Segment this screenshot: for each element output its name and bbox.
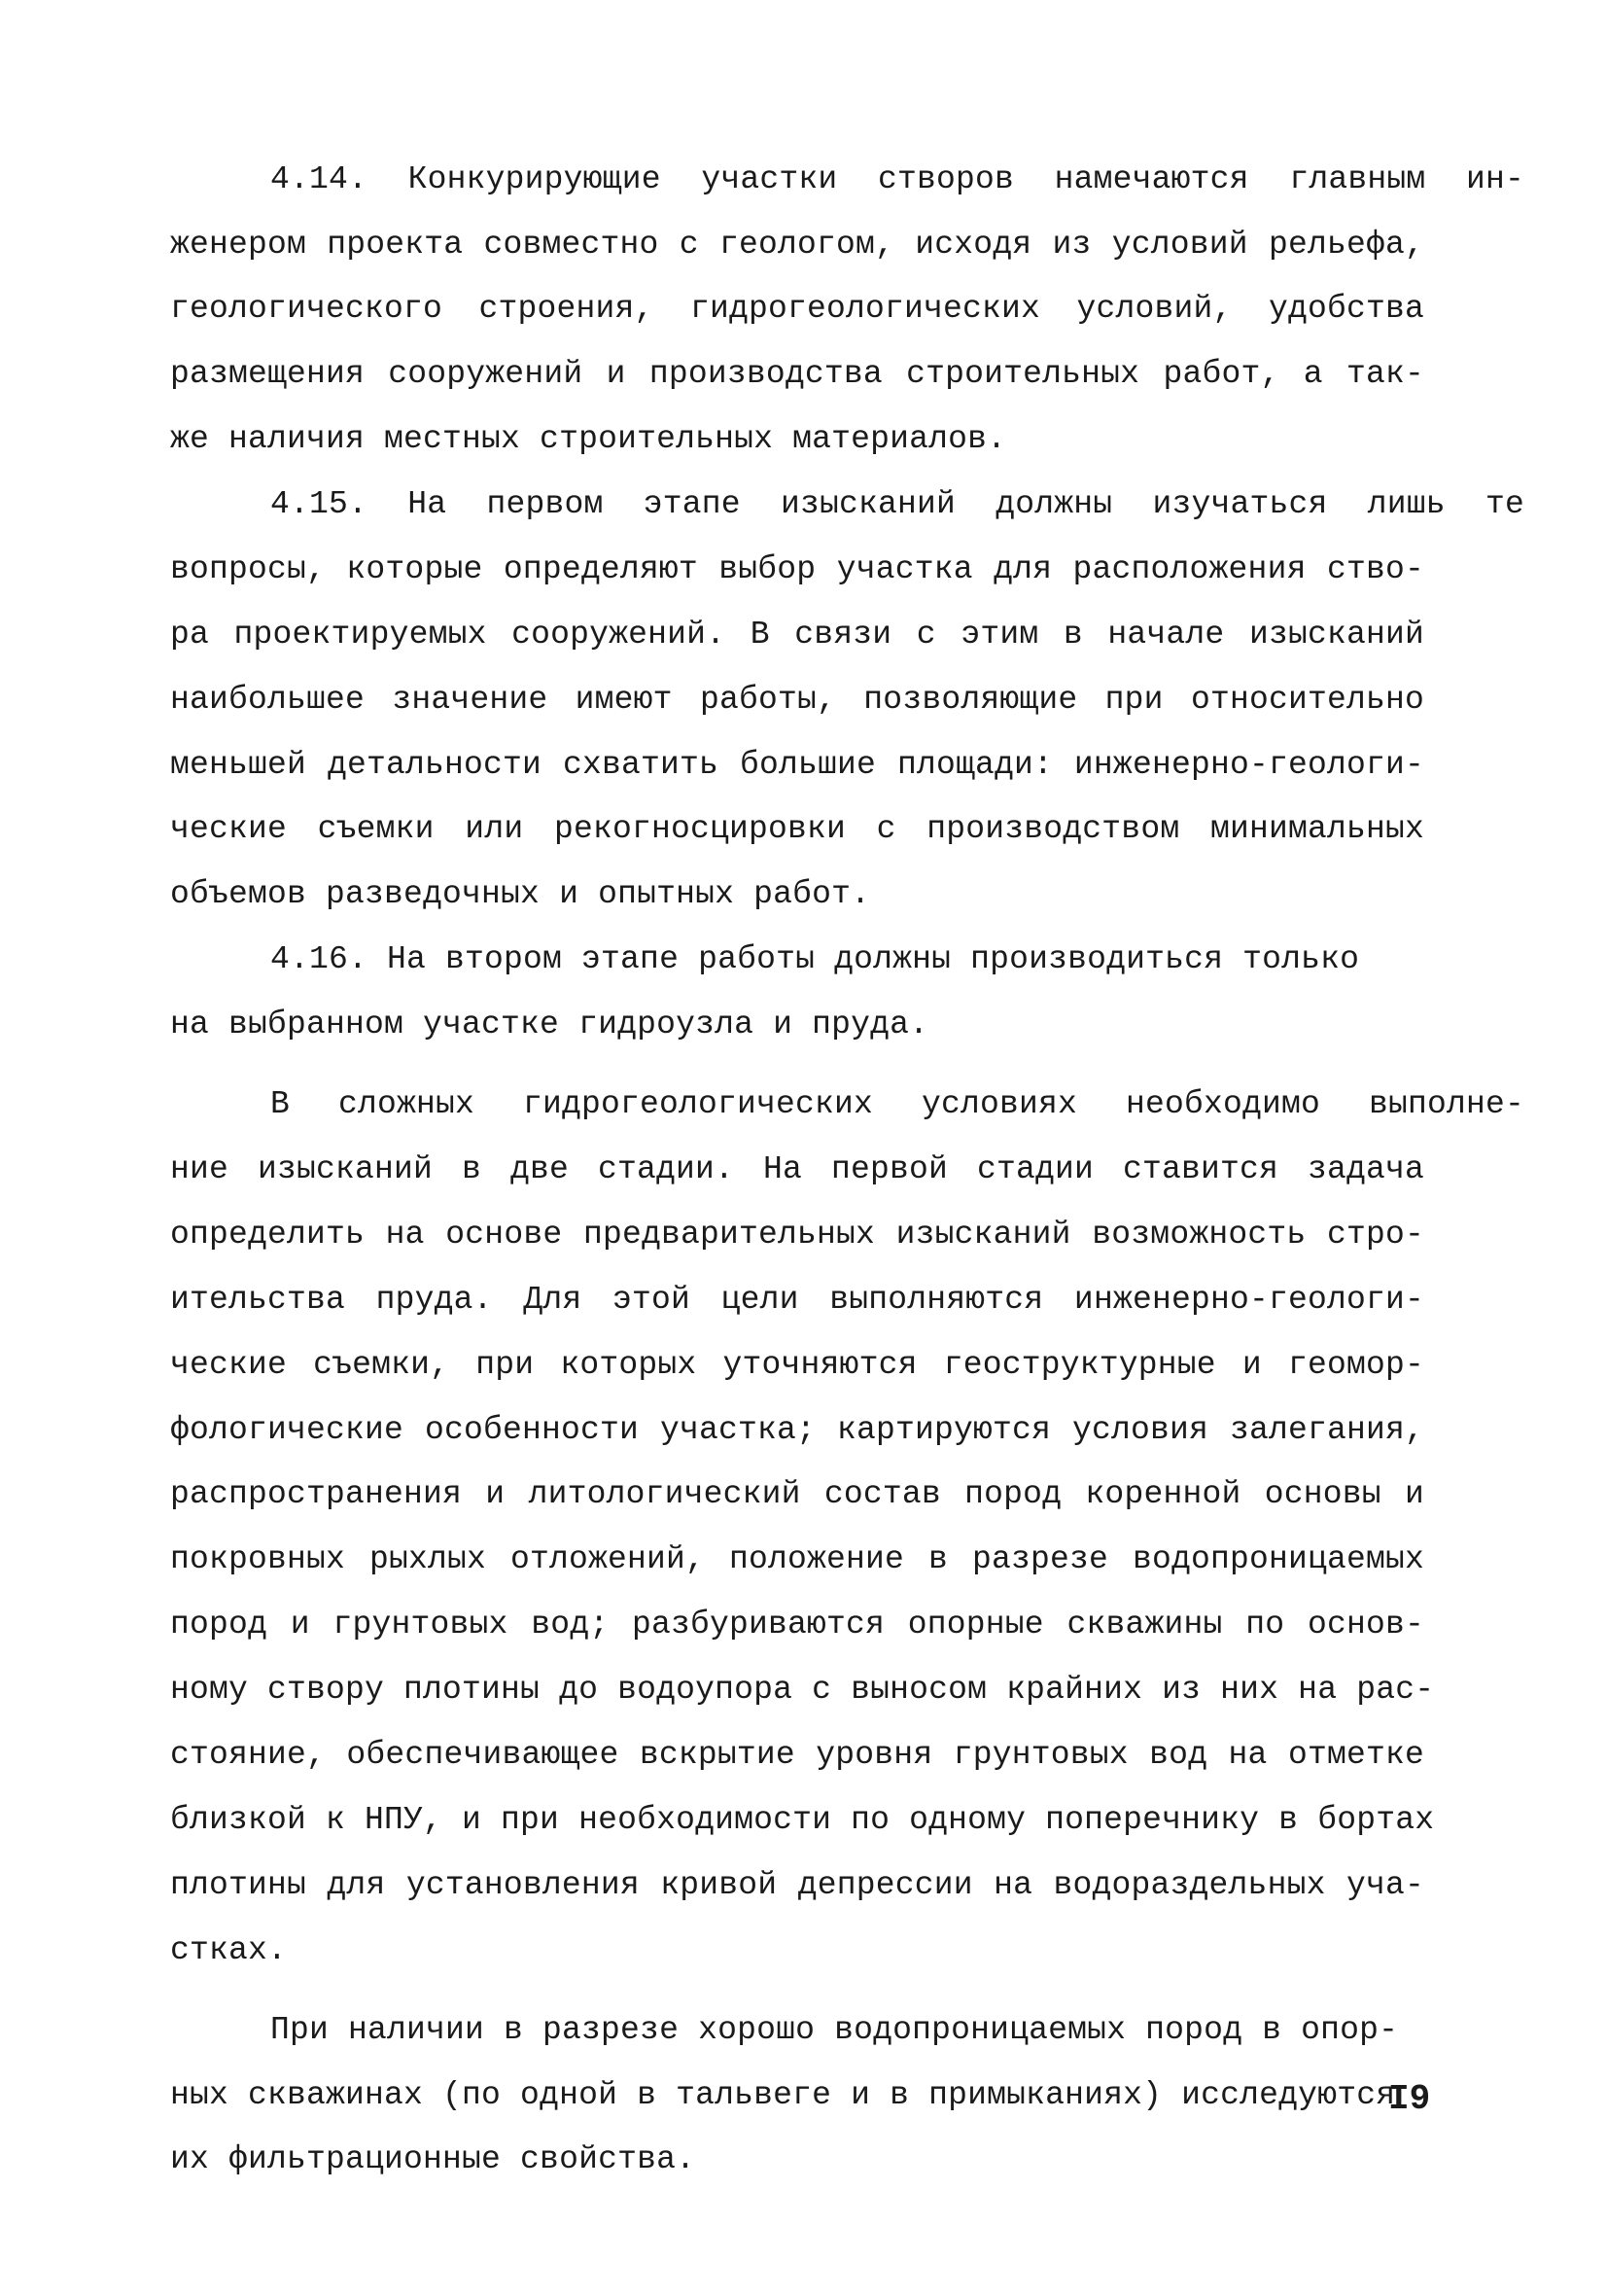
text-line: ных скважинах (по одной в тальвеге и в примыканиях) исследуются — [170, 2076, 1396, 2113]
text-line: ние изысканий в две стадии. На первой стадии ставится задача — [170, 1151, 1424, 1188]
text-line: ческие съемки или рекогносцировки с производством минимальных — [170, 811, 1424, 848]
text-line: 4.14. Конкурирующие участки створов намечаются главным ин- — [270, 160, 1524, 197]
text-line: объемов разведочных и опытных работ. — [170, 876, 871, 913]
text-line: на выбранном участке гидроузла и пруда. — [170, 1007, 929, 1043]
text-line: геологического строения, гидрогеологических условий, удобства — [170, 291, 1424, 328]
text-line: плотины для установления кривой депрессии на водораздельных уча- — [170, 1866, 1424, 1903]
text-line: При наличии в разрезе хорошо водопроницаемых пород в опор- — [270, 2011, 1399, 2048]
text-line: стках. — [170, 1931, 288, 1968]
text-line: стояние, обеспечивающее вскрытие уровня грунтовых вод на отметке — [170, 1736, 1424, 1773]
text-line: ческие съемки, при которых уточняются геоструктурные и геомор- — [170, 1346, 1424, 1383]
text-line: ра проектируемых сооружений. В связи с этим в начале изысканий — [170, 616, 1424, 653]
text-line: распространения и литологический состав пород коренной основы и — [170, 1476, 1424, 1513]
text-line: В сложных гидрогеологических условиях необходимо выполне- — [270, 1086, 1524, 1123]
text-line: пород и грунтовых вод; разбуриваются опорные скважины по основ- — [170, 1607, 1424, 1643]
page-number: I9 — [1388, 2079, 1431, 2119]
text-line: ительства пруда. Для этой цели выполняются инженерно-геологи- — [170, 1281, 1424, 1318]
text-line: их фильтрационные свойства. — [170, 2141, 696, 2178]
text-line: определить на основе предварительных изысканий возможность стро- — [170, 1216, 1424, 1253]
text-line: покровных рыхлых отложений, положение в разрезе водопроницаемых — [170, 1541, 1424, 1578]
text-line: близкой к НПУ, и при необходимости по одному поперечнику в бортах — [170, 1801, 1435, 1838]
text-line: 4.15. На первом этапе изысканий должны изучаться лишь те — [270, 486, 1524, 523]
text-line: вопросы, которые определяют выбор участка для расположения ство- — [170, 550, 1424, 587]
text-line: же наличия местных строительных материалов. — [170, 421, 1007, 458]
text-line: меньшей детальности схватить большие площади: инженерно-геологи- — [170, 746, 1424, 783]
text-line: наибольшее значение имеют работы, позволяющие при относительно — [170, 681, 1424, 718]
text-line: 4.16. На втором этапе работы должны производиться только — [270, 941, 1360, 978]
text-line: женером проекта совместно с геологом, исходя из условий рельефа, — [170, 226, 1424, 263]
text-line: размещения сооружений и производства строительных работ, а так- — [170, 356, 1424, 393]
text-line: фологические особенности участка; картируются условия залегания, — [170, 1411, 1424, 1448]
text-line: ному створу плотины до водоупора с выносом крайних из них на рас- — [170, 1672, 1435, 1709]
